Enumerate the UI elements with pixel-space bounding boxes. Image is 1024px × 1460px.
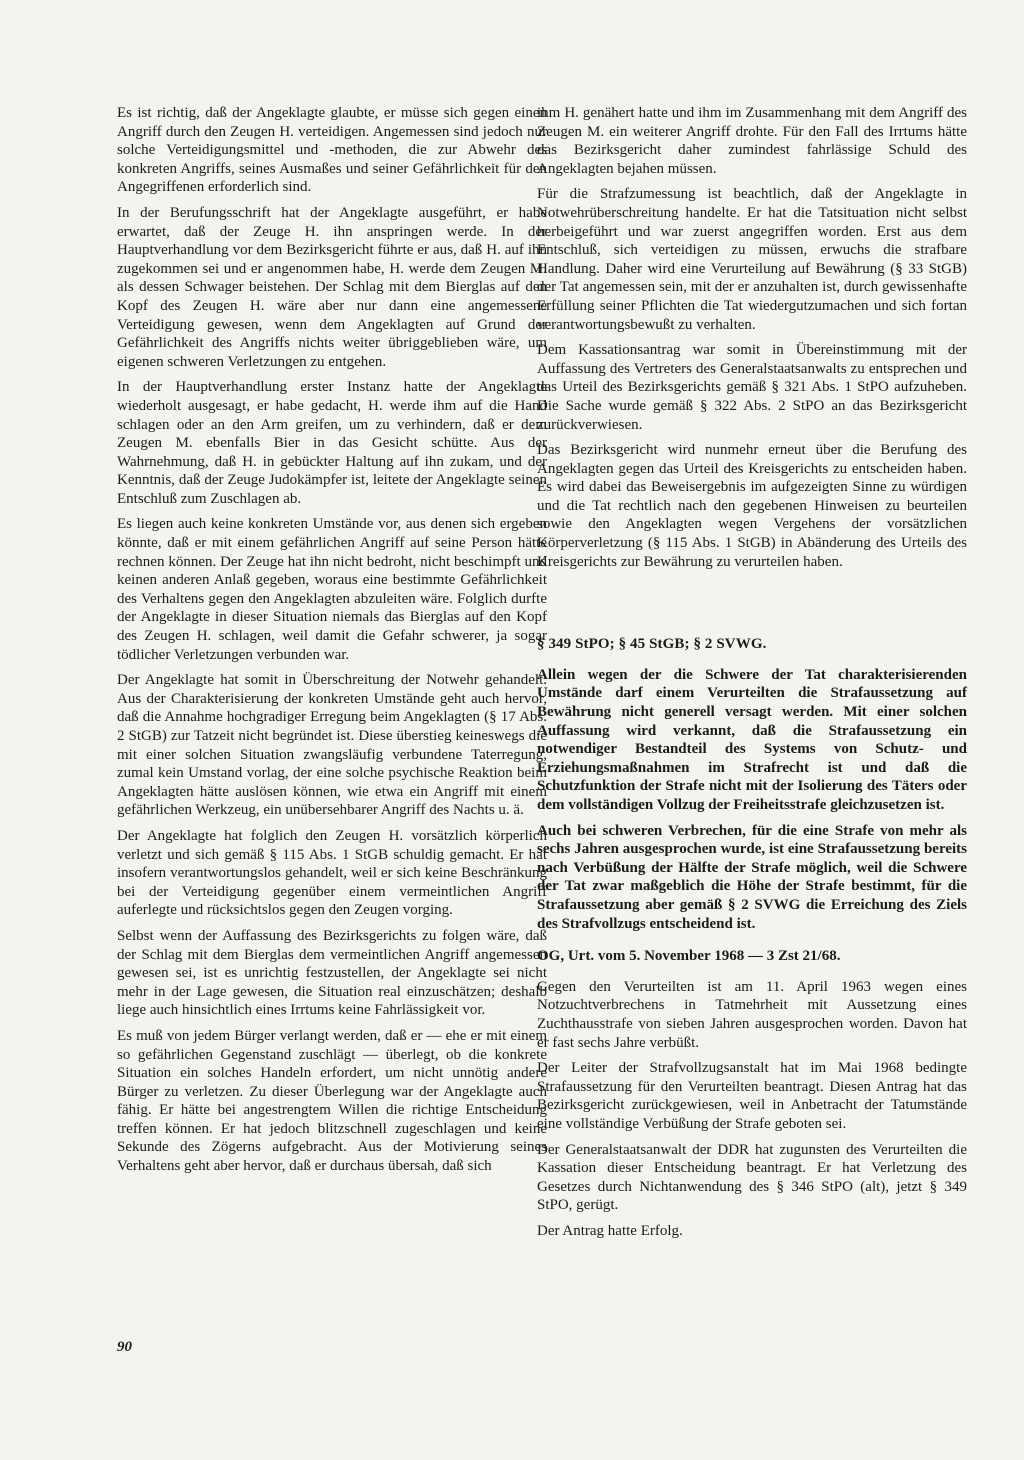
court-citation: OG, Urt. vom 5. November 1968 — 3 Zst 21/68. — [537, 948, 841, 965]
paragraph: Es muß von jedem Bürger verlangt werden, daß er — ehe er mit einem so gefährlichen Gegenstand zuschlägt — überlegt, ob die konkrete Situation ein solches Handeln erfordert, um nicht unnötig andere Bürger zu verletzen. Zu dieser Überlegung war der Angeklagte auch fähig. Er hätte bei angestrengtem Willen die richtige Entscheidung treffen können. Er hat jedoch blitzschnell zugeschlagen und keine Sekunde des Zögerns aufgebracht. Aus der Motivierung seines Verhaltens geht aber hervor, daß er durchaus übersah, daß sich — [117, 1027, 547, 1175]
headnote-paragraph: Allein wegen der die Schwere der Tat charakterisierenden Umstände darf einem Verurteilten die Strafaussetzung auf Bewährung nicht generell versagt werden. Mit einer solchen Auffassung wird verkannt, daß die Strafaussetzung ein notwendiger Bestandteil des Systems von Schutz- und Erziehungsmaßnahmen im Strafrecht ist und daß die Schutzfunktion der Strafe nicht mit der Isolierung des Täters oder dem vollständigen Vollzug der Freiheitsstrafe gleichzusetzen ist. — [537, 666, 967, 813]
paragraph: Dem Kassationsantrag war somit in Übereinstimmung mit der Auffassung des Vertreters des Generalstaatsanwalts zu entsprechen und das Urteil des Bezirksgerichts gemäß § 321 Abs. 1 StPO aufzuheben. Die Sache wurde gemäß § 322 Abs. 2 StPO an das Bezirksgericht zurückverwiesen. — [537, 342, 967, 433]
paragraph: In der Hauptverhandlung erster Instanz hatte der Angeklagte wiederholt ausgesagt, er habe gedacht, H. werde ihm auf die Hand schlagen oder an den Arm greifen, um zu verhindern, daß er dem Zeugen M. ebenfalls Bier in das Gesicht schütte. Aus der Wahrnehmung, daß H. in gebückter Haltung auf ihn zukam, und der Kenntnis, daß der Zeuge Judokämpfer ist, leitete der Angeklagte seinen Entschluß zum Zuschlagen ab. — [117, 379, 547, 507]
paragraph: Der Generalstaatsanwalt der DDR hat zugunsten des Verurteilten die Kassation dieser Entscheidung beantragt. Er hat Verletzung des Gesetzes durch Nichtanwendung des § 346 StPO (alt), jetzt § 349 StPO, gerügt. — [537, 1141, 967, 1214]
paragraph: Es ist richtig, daß der Angeklagte glaubte, er müsse sich gegen einen Angriff durch den Zeugen H. verteidigen. Angemessen sind jedoch nur solche Verteidigungsmittel und -methoden, die zur Abwehr des konkreten Angriffs, seines Ausmaßes und seiner Gefährlichkeit für den Angegriffenen erforderlich sind. — [117, 105, 547, 196]
paragraph: In der Berufungsschrift hat der Angeklagte ausgeführt, er habe erwartet, daß der Zeuge H. ihn anspringen werde. In der Hauptverhandlung vor dem Bezirksgericht führte er aus, daß H. auf ihn zugekommen sei und er angenommen habe, H. werde dem Zeugen M. als dessen Schwager beistehen. Der Schlag mit dem Bierglas auf den Kopf des Zeugen H. wäre aber nur dann eine angemessene Verteidigung gewesen, wenn dem Angeklagten auf Grund der Gefährlichkeit des Angriffs nichts weiter übriggeblieben wäre, um eigenen schweren Verletzungen zu entgehen. — [117, 204, 547, 370]
headnote-paragraph: Auch bei schweren Verbrechen, für die eine Strafe von mehr als sechs Jahren ausgesprochen wurde, ist eine Strafaussetzung bereits nach Verbüßung der Hälfte der Strafe möglich, weil die Schwere der Tat zwar maßgeblich die Höhe der Strafe bestimmt, für die Strafaussetzung aber gemäß § 2 SVWG die Erreichung des Ziels des Strafvollzugs entscheidend ist. — [537, 822, 967, 932]
paragraph: Selbst wenn der Auffassung des Bezirksgerichts zu folgen wäre, daß der Schlag mit dem Bierglas dem vermeintlichen Angriff angemessen gewesen sei, ist es unrichtig festzustellen, der Angeklagte sei nicht mehr in der Lage gewesen, die Situation real einzuschätzen; deshalb liege auch hinsichtlich eines Irrtums keine Fahrlässigkeit vor. — [117, 927, 547, 1019]
paragraph: Gegen den Verurteilten ist am 11. April 1963 wegen eines Notzuchtverbrechens in Tatmehrheit mit Aussetzung eines Zuchthausstrafe von sieben Jahren ausgesprochen worden. Davon hat er fast sechs Jahre verbüßt. — [537, 978, 967, 1051]
paragraph: Das Bezirksgericht wird nunmehr erneut über die Berufung des Angeklagten gegen das Urteil des Kreisgerichts zu entscheiden haben. Es wird dabei das Beweisergebnis im aufgezeigten Sinne zu würdigen und die Tat rechtlich nach den gegebenen Hinweisen zu beurteilen sowie den Angeklagten wegen Vergehens der vorsätzlichen Körperverletzung (§ 115 Abs. 1 StGB) in Abänderung des Urteils des Kreisgerichts zur Bewährung zu verurteilen haben. — [537, 442, 967, 570]
paragraph: Für die Strafzumessung ist beachtlich, daß der Angeklagte in Notwehrüberschreitung handelte. Er hat die Tatsituation nicht selbst herbeigeführt und war zuerst angegriffen worden. Erst aus dem Entschluß, sich verteidigen zu müssen, erwuchs die strafbare Handlung. Daher wird eine Verurteilung auf Bewährung (§ 33 StGB) der Tat angemessen sein, mit der er anzuhalten ist, durch gewissenhafte Erfüllung seiner Pflichten die Tat wiedergutzumachen und sich fortan verantwortungsbewußt zu verhalten. — [537, 186, 967, 333]
paragraph: Der Antrag hatte Erfolg. — [537, 1222, 683, 1239]
right-column — [537, 104, 967, 1247]
paragraph: Der Leiter der Strafvollzugsanstalt hat im Mai 1968 bedingte Strafaussetzung für den Verurteilten beantragt. Diesen Antrag hat das Bezirksgericht zurückgewiesen, weil in Anbetracht der Tatumstände eine vollständige Verbüßung der Strafe geboten sei. — [537, 1060, 967, 1132]
left-column — [117, 104, 547, 1183]
paragraph: Der Angeklagte hat somit in Überschreitung der Notwehr gehandelt. Aus der Charakterisierung der konkreten Umstände geht auch hervor, daß die Annahme hochgradiger Erregung beim Angeklagten (§ 17 Abs. 2 StGB) zur Tatzeit nicht begründet ist. Diese überstieg keineswegs die mit einer solchen Situation zwangsläufig verbundene Taterregung, zumal kein Umstand vorlag, der eine solche psychische Reaktion beim Angeklagten hätte auslösen können, wie etwa ein Angriff mit einem gefährlichen Werkzeug, ein unübersehbarer Angriff des Nachts u. ä. — [117, 672, 547, 819]
section-heading: § 349 StPO; § 45 StGB; § 2 SVWG. — [537, 636, 767, 653]
paragraph: Es liegen auch keine konkreten Umstände vor, aus denen sich ergeben könnte, daß er mit einem gefährlichen Angriff auf seine Person hätte rechnen können. Der Zeuge hat ihn nicht bedroht, nicht beschimpft und keinen anderen Anlaß gegeben, woraus eine bestimmte Gefährlichkeit des Verhaltens gegen den Angeklagten abzuleiten wäre. Folglich durfte der Angeklagte in dieser Situation niemals das Bierglas auf den Kopf des Zeugen H. schlagen, weil damit die Gefahr schwerer, ja sogar tödlicher Verletzungen verbunden war. — [117, 516, 547, 663]
page-number: 90 — [117, 1339, 132, 1355]
paragraph: Der Angeklagte hat folglich den Zeugen H. vorsätzlich körperlich verletzt und sich gemäß § 115 Abs. 1 StGB schuldig gemacht. Er hat insofern verantwortungslos gehandelt, weil er sich keine Beschränkung bei der Verteidigung gegenüber einem vermeintlichen Angriff auferlegte und rücksichtslos gegen den Zeugen vorging. — [117, 827, 547, 919]
paragraph: ihm H. genähert hatte und ihm im Zusammenhang mit dem Angriff des Zeugen M. ein weiterer Angriff drohte. Für den Fall des Irrtums hätte das Bezirksgericht daher zumindest fahrlässige Schuld des Angeklagten bejahen müssen. — [537, 105, 967, 177]
